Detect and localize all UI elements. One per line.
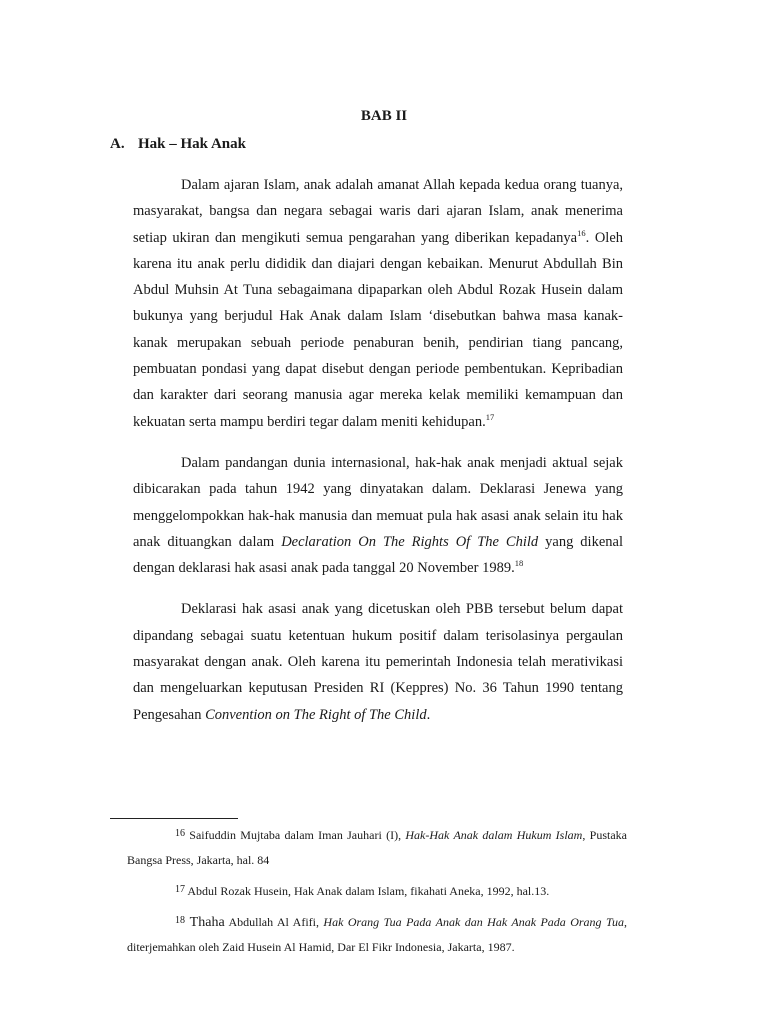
footnote-ref-18[interactable]: 18 (514, 558, 524, 569)
footnote-separator (110, 818, 238, 819)
footnote-italic-title: Hak-Hak Anak dalam Hukum Islam (405, 828, 583, 842)
footnote-author-first-name: Thaha (185, 915, 225, 930)
section-heading (110, 136, 246, 153)
footnote-italic-title: Hak Orang Tua Pada Anak dan Hak Anak Pada Orang Tua (323, 915, 625, 929)
chapter-heading: BAB II (360, 108, 408, 124)
footnote-text-end: , diterjemahkan oleh Zaid Husein Al Hamid, Dar El Fikr Indonesia, Jakarta, 1987. (127, 915, 628, 954)
footnote-ref-17[interactable]: 17 (485, 411, 495, 422)
footnote-ref-16[interactable]: 16 (577, 227, 586, 238)
footnote-text: Abdullah Al Afifi, (224, 915, 324, 929)
paragraph-2-text-a: Dalam pandangan dunia internasional, hak-hak anak menjadi aktual sejak dibicarakan pada tahun 1942 yang dinyatakan dalam. Deklarasi Jenewa yang menggelompokkan hak-hak manusia dan memuat pula hak asasi anak selain itu hak anak dituangkan dalam (133, 454, 623, 550)
paragraph-2-italic-title: Declaration On The Rights Of The Child (281, 533, 539, 550)
paragraph-3 (133, 596, 623, 727)
paragraph-2-text-b: yang dikenal dengan deklarasi hak asasi anak pada tanggal 20 November 1989. (133, 533, 623, 577)
footnote-number: 16 (175, 828, 185, 839)
paragraph-1 (133, 172, 623, 435)
paragraph-3-text-a: Deklarasi hak asasi anak yang dicetuskan oleh PBB tersebut belum dapat dipandang sebagai suatu ketentuan hukum positif dalam terisolasinya pergaulan masyarakat dengan anak. Oleh karena itu pemerintah Indonesia telah merativikasi dan mengeluarkan keputusan Presiden RI (Keppres) No. 36 Tahun 1990 tentang Pengesahan (133, 601, 623, 723)
paragraph-1-text-a: Dalam ajaran Islam, anak adalah amanat Allah kepada kedua orang tuanya, masyarakat, bangsa dan negara sebagai waris dari ajaran Islam, anak menerima setiap ukiran dan mengikuti semua pengarahan yang diberikan kepadanya (133, 177, 623, 246)
footnote-text: Saifuddin Mujtaba dalam Iman Jauhari (I), (185, 828, 406, 842)
footnote-number: 17 (175, 884, 185, 895)
section-title: Hak – Hak Anak (138, 136, 246, 152)
paragraph-2 (133, 450, 623, 581)
footnote-text-end: , Pustaka Bangsa Press, Jakarta, hal. 84 (127, 828, 627, 867)
footnotes (127, 823, 627, 966)
paragraph-1-text-b: . Oleh karena itu anak perlu dididik dan diajari dengan kebaikan. Menurut Abdullah Bin Abdul Muhsin At Tuna sebagaimana dipaparkan oleh Abdul Rozak Husein dalam bukunya yang berjudul Hak Anak dalam Islam ‘disebutkan bahwa masa kanak-kanak merupakan sebuah periode penaburan benih, pendirian tiang pancang, pembuatan pondasi yang dapat disebut dengan periode pembentukan. Kepribadian dan karakter dari seorang manusia agar mereka kelak memiliki kemampuan dan kekuatan serta mampu berdiri tegar dalam meniti kehidupan. (133, 229, 624, 430)
footnote-16 (127, 823, 627, 873)
footnote-number: 18 (175, 915, 185, 926)
footnote-17 (127, 879, 627, 904)
footnote-text: Abdul Rozak Husein, Hak Anak dalam Islam, fikahati Aneka, 1992, hal.13. (185, 884, 550, 898)
paragraph-3-italic-title: Convention on The Right of The Child (205, 706, 427, 723)
paragraph-3-text-b: . (426, 706, 431, 723)
body-text (133, 172, 623, 743)
section-letter: A. (110, 136, 125, 152)
footnote-18 (127, 910, 627, 960)
